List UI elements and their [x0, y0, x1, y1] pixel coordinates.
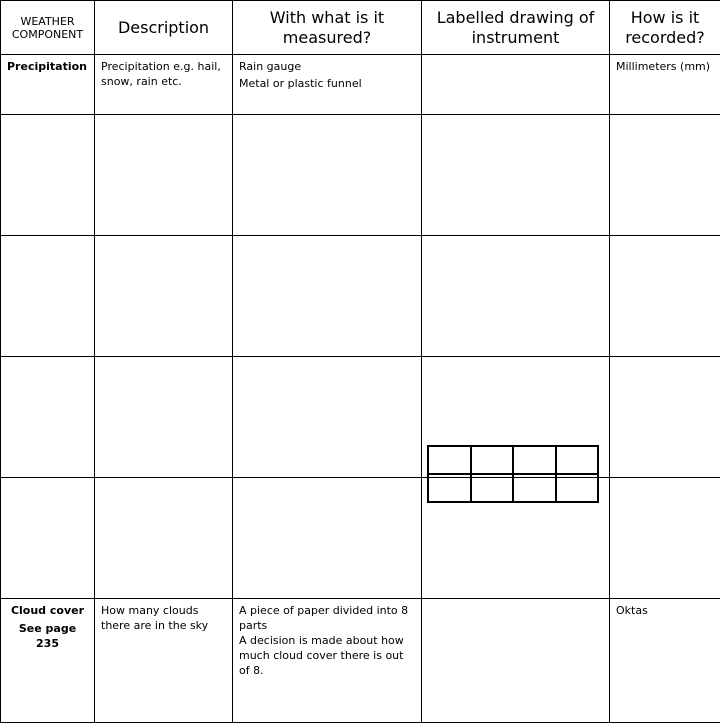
empty-cell: [95, 478, 233, 599]
precipitation-description: Precipitation e.g. hail, snow, rain etc.: [95, 55, 233, 115]
cloud-component-label: Cloud cover: [7, 603, 88, 618]
cloud-component: [1, 599, 95, 723]
precipitation-measured-line2: Metal or plastic funnel: [239, 76, 415, 91]
grid-square: [471, 474, 514, 502]
empty-cell: [422, 115, 610, 236]
empty-cell: [1, 478, 95, 599]
cloud-measured-line1: A piece of paper divided into 8 parts: [239, 603, 415, 633]
empty-cell: [610, 236, 720, 357]
precipitation-measured: [233, 55, 422, 115]
table-row-empty-1: [1, 115, 720, 236]
grid-square: [556, 474, 599, 502]
grid-square: [513, 474, 556, 502]
precipitation-component: Precipitation: [1, 55, 95, 115]
header-row: [1, 1, 720, 55]
empty-cell: [422, 236, 610, 357]
cloud-recorded: Oktas: [610, 599, 720, 723]
empty-cell: [233, 478, 422, 599]
cloud-measured: [233, 599, 422, 723]
precipitation-drawing: [422, 55, 610, 115]
table-row-empty-2: [1, 236, 720, 357]
empty-cell: [610, 357, 720, 478]
empty-cell: [233, 115, 422, 236]
grid-square: [428, 474, 471, 502]
grid-square: [556, 446, 599, 474]
precipitation-recorded: Millimeters (mm): [610, 55, 720, 115]
empty-cell: [610, 115, 720, 236]
header-recorded: How is it recorded?: [610, 1, 720, 55]
cloud-drawing: [422, 599, 610, 723]
cloud-description: How many clouds there are in the sky: [95, 599, 233, 723]
cloud-component-note: See page 235: [7, 621, 88, 651]
precipitation-measured-line1: Rain gauge: [239, 59, 415, 74]
header-component: WEATHER COMPONENT: [1, 1, 95, 55]
empty-cell: [95, 236, 233, 357]
table-row-empty-3: [1, 357, 720, 478]
header-description: Description: [95, 1, 233, 55]
table-row-precipitation: [1, 55, 720, 115]
table-row-empty-4: [1, 478, 720, 599]
empty-cell: [95, 115, 233, 236]
header-measured: With what is it measured?: [233, 1, 422, 55]
empty-cell: [1, 115, 95, 236]
grid-square: [471, 446, 514, 474]
empty-cell: [233, 236, 422, 357]
grid-square: [428, 446, 471, 474]
empty-cell: [1, 236, 95, 357]
grid-square: [513, 446, 556, 474]
oktas-grid-drawing: [427, 445, 599, 503]
header-drawing: Labelled drawing of instrument: [422, 1, 610, 55]
table-row-cloud-cover: [1, 599, 720, 723]
cloud-measured-line2: A decision is made about how much cloud cover there is out of 8.: [239, 633, 415, 678]
empty-cell: [233, 357, 422, 478]
empty-cell: [610, 478, 720, 599]
empty-cell: [1, 357, 95, 478]
empty-cell: [95, 357, 233, 478]
